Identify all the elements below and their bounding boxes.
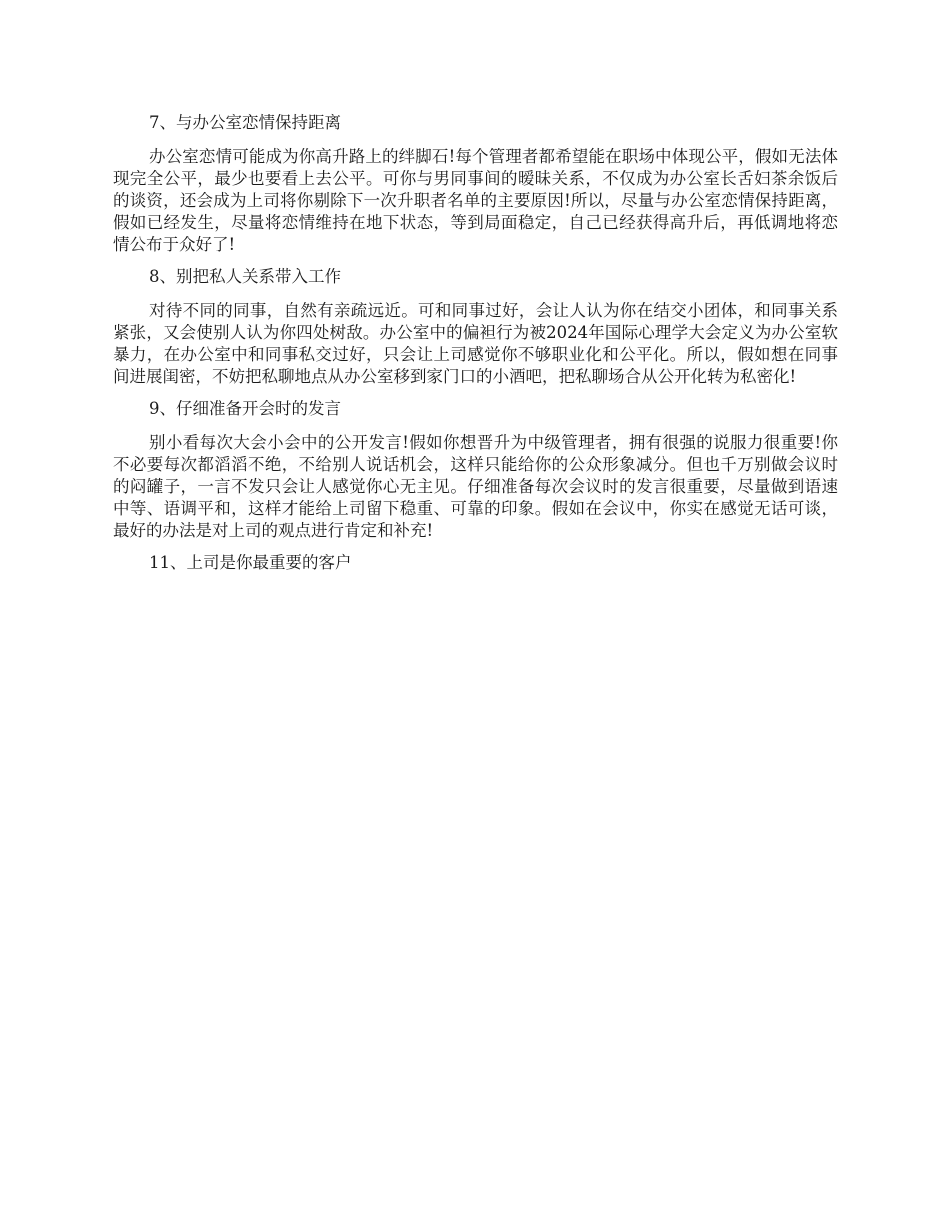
section-paragraph-7: 办公室恋情可能成为你高升路上的绊脚石!每个管理者都希望能在职场中体现公平，假如无法体现完全公平，最少也要看上去公平。可你与男同事间的暧昧关系，不仅成为办公室长舌妇茶余饭后的谈资，还会成为上司将你剔除下一次升职者名单的主要原因!所以，尽量与办公室恋情保持距离，假如已经发生，尽量将恋情维持在地下状态，等到局面稳定，自己已经获得高升后，再低调地将恋情公布于众好了! [113,147,838,254]
section-heading-9: 9、仔细准备开会时的发言 [149,399,341,418]
section-paragraph-8: 对待不同的同事，自然有亲疏远近。可和同事过好，会让人认为你在结交小团体，和同事关系紧张，又会使别人认为你四处树敌。办公室中的偏袒行为被2024年国际心理学大会定义为办公室软暴力，在办公室中和同事私交过好，只会让上司感觉你不够职业化和公平化。所以，假如想在同事间进展闺密，不妨把私聊地点从办公室移到家门口的小酒吧，把私聊场合从公开化转为私密化! [113,301,838,386]
section-heading-7: 7、与办公室恋情保持距离 [149,113,341,132]
document-body [113,112,838,586]
section-heading-8: 8、别把私人关系带入工作 [149,267,341,286]
section-heading-11: 11、上司是你最重要的客户 [149,553,352,572]
section-paragraph-9: 别小看每次大会小会中的公开发言!假如你想晋升为中级管理者，拥有很强的说服力很重要!你不必要每次都滔滔不绝，不给别人说话机会，这样只能给你的公众形象减分。但也千万别做会议时的闷罐子，一言不发只会让人感觉你心无主见。仔细准备每次会议时的发言很重要，尽量做到语速中等、语调平和，这样才能给上司留下稳重、可靠的印象。假如在会议中，你实在感觉无话可谈，最好的办法是对上司的观点进行肯定和补充! [113,433,838,540]
